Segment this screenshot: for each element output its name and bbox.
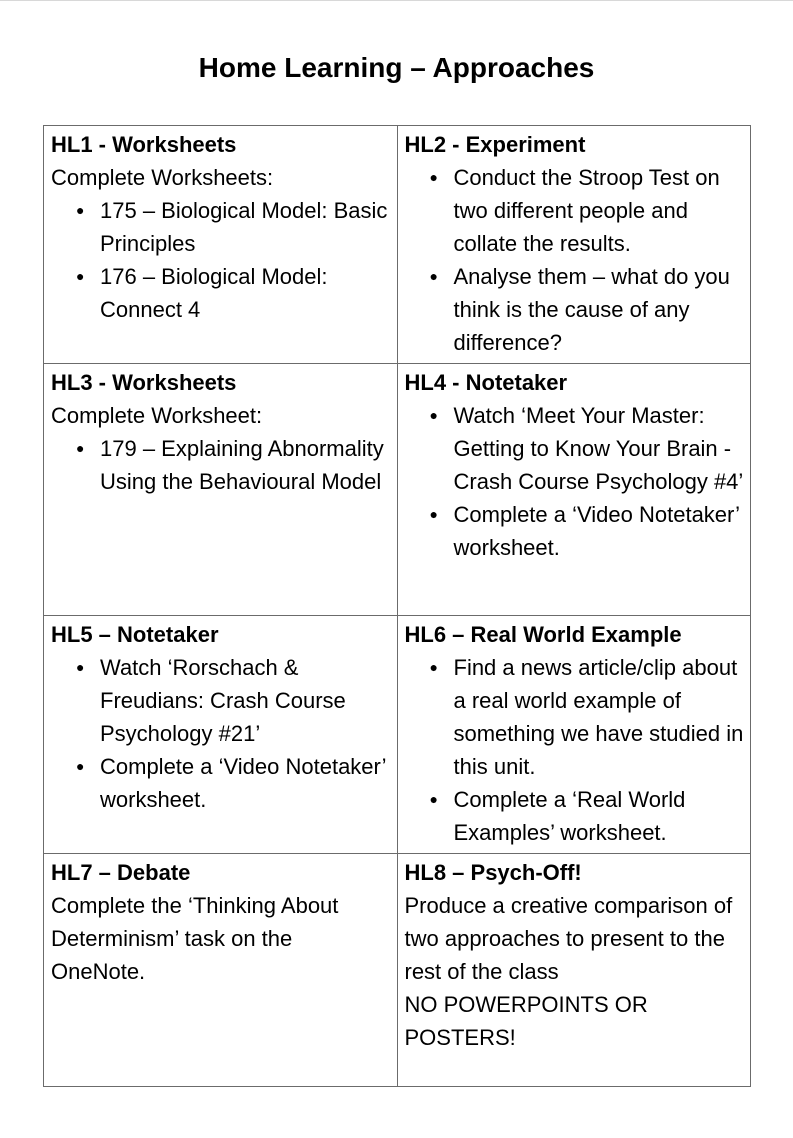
cell-heading: HL3 - Worksheets — [51, 370, 237, 395]
cell-hl4 — [397, 364, 751, 616]
cell-heading: HL7 – Debate — [51, 860, 191, 885]
cell-hl2 — [397, 126, 751, 364]
list-item: ● 179 – Explaining Abnormality Using the Behavioural Model — [51, 432, 391, 498]
page-title: Home Learning – Approaches — [198, 52, 595, 83]
cell-hl3 — [44, 364, 398, 616]
cell-heading: HL8 – Psych-Off! — [404, 860, 582, 885]
top-divider — [0, 0, 793, 1]
bullet-list — [51, 651, 391, 816]
cell-hl6 — [397, 616, 751, 854]
bullet-list — [405, 651, 745, 849]
list-item: ● 175 – Biological Model: Basic Principles — [51, 194, 391, 260]
list-item: ● Complete a ‘Video Notetaker’ worksheet. — [51, 750, 391, 816]
cell-intro: Complete Worksheets: — [51, 165, 274, 190]
list-item: ● 176 – Biological Model: Connect 4 — [51, 260, 391, 326]
cell-body: Produce a creative comparison of two approaches to present to the rest of the class — [404, 893, 733, 984]
grid-row — [44, 854, 751, 1087]
cell-body: Complete the ‘Thinking About Determinism’ task on the OneNote. — [51, 893, 339, 984]
cell-heading: HL5 – Notetaker — [51, 622, 219, 647]
bullet-list — [51, 432, 391, 498]
cell-hl1 — [44, 126, 398, 364]
cell-hl8 — [397, 854, 751, 1087]
grid-row — [44, 616, 751, 854]
bullet-list — [405, 399, 745, 564]
list-item: ● Find a news article/clip about a real world example of something we have studied in this unit. — [405, 651, 745, 783]
cell-note: NO POWERPOINTS OR POSTERS! — [404, 992, 648, 1050]
home-learning-grid — [43, 125, 751, 1087]
bullet-list — [51, 194, 391, 326]
list-item: ● Watch ‘Meet Your Master: Getting to Know Your Brain - Crash Course Psychology #4’ — [405, 399, 745, 498]
cell-intro: Complete Worksheet: — [51, 403, 263, 428]
list-item: ● Conduct the Stroop Test on two different people and collate the results. — [405, 161, 745, 260]
cell-hl5 — [44, 616, 398, 854]
list-item: ● Complete a ‘Real World Examples’ worksheet. — [405, 783, 745, 849]
grid-row — [44, 364, 751, 616]
bullet-list — [405, 161, 745, 359]
list-item: ● Watch ‘Rorschach & Freudians: Crash Course Psychology #21’ — [51, 651, 391, 750]
cell-heading: HL1 - Worksheets — [51, 132, 237, 157]
cell-heading: HL4 - Notetaker — [404, 370, 568, 395]
cell-heading: HL2 - Experiment — [404, 132, 586, 157]
grid-row — [44, 126, 751, 364]
list-item: ● Analyse them – what do you think is the cause of any difference? — [405, 260, 745, 359]
cell-hl7 — [44, 854, 398, 1087]
list-item: ● Complete a ‘Video Notetaker’ worksheet. — [405, 498, 745, 564]
cell-heading: HL6 – Real World Example — [404, 622, 682, 647]
